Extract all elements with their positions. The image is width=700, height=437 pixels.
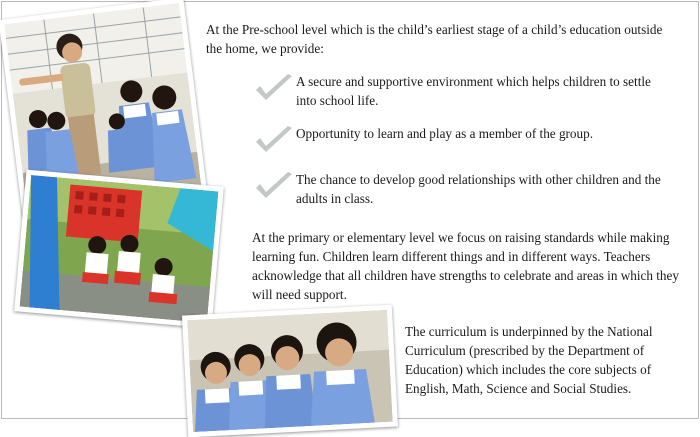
benefit-item	[252, 170, 672, 208]
checkmark-icon	[252, 72, 296, 108]
benefit-text: The chance to develop good relationships with other children and the adults in class.	[296, 172, 661, 206]
checkmark-icon	[252, 170, 296, 206]
benefit-text: A secure and supportive environment which helps children to settle into school life.	[296, 74, 651, 108]
preschool-intro-text: At the Pre-school level which is the child’s earliest stage of a child’s education outside the home, we provide:	[206, 22, 663, 56]
benefit-item	[252, 72, 672, 110]
benefit-text: Opportunity to learn and play as a member of the group.	[296, 126, 594, 141]
curriculum-text: The curriculum is underpinned by the National Curriculum (prescribed by the Department of Education) which includes the core subjects of English, Math, Science and Social Studies.	[405, 324, 653, 396]
smiling-pupils-photo	[182, 305, 398, 437]
playground-photo	[14, 170, 224, 329]
checkmark-icon	[252, 124, 296, 160]
benefit-item	[252, 124, 672, 143]
primary-level-text: At the primary or elementary level we focus on raising standards while making learning fun. Children learn different things and in different ways. Teachers acknowledge that all children have strengths to celebrate and areas in which they will need support.	[252, 230, 679, 302]
